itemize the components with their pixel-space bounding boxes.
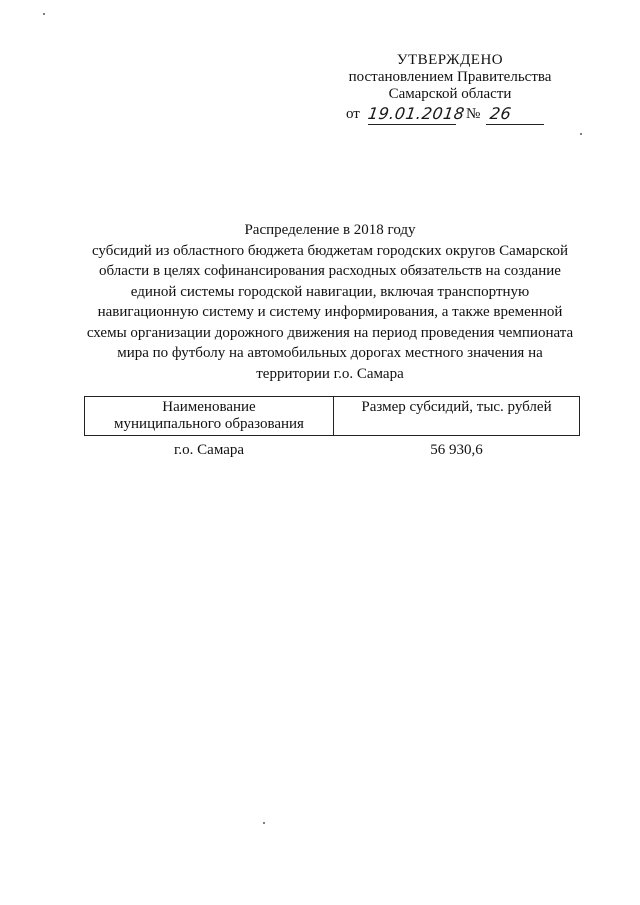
number-sign: № <box>466 106 481 122</box>
approval-authority: постановлением Правительства <box>348 69 552 85</box>
date-prefix: от <box>346 106 360 122</box>
number-underline <box>486 124 544 125</box>
header-text: Наименование <box>162 399 256 415</box>
heading-line: единой системы городской навигации, включая транспортную <box>130 283 530 300</box>
heading-line: области в целях софинансирования расходных обязательств на создание <box>99 263 561 279</box>
scan-speck <box>263 822 265 824</box>
column-header-municipality <box>85 397 334 436</box>
approval-block <box>330 52 570 103</box>
scan-speck <box>43 13 45 15</box>
handwritten-date: 19.01.2018 <box>366 104 466 123</box>
handwritten-number: 26 <box>488 104 513 123</box>
approval-date-number <box>346 104 566 126</box>
table-row <box>85 436 580 460</box>
heading-line: субсидий из областного бюджета бюджетам городских округов Самарской <box>91 242 569 259</box>
table-header-row <box>85 397 580 436</box>
heading-line: навигационную систему и систему информирования, а также временной <box>97 304 563 320</box>
scan-speck <box>580 133 582 135</box>
document-heading <box>80 220 580 384</box>
approval-title: УТВЕРЖДЕНО <box>396 52 504 68</box>
cell-municipality: г.о. Самара <box>173 442 245 458</box>
header-text: муниципального образования <box>114 416 304 432</box>
heading-line: схемы организации дорожного движения на период проведения чемпионата <box>86 324 574 341</box>
column-header-amount: Размер субсидий, тыс. рублей <box>334 397 580 436</box>
date-underline <box>368 124 456 125</box>
approval-region: Самарской области <box>388 86 512 102</box>
heading-line: Распределение в 2018 году <box>244 222 416 238</box>
heading-line: территории г.о. Самара <box>256 365 404 382</box>
heading-line: мира по футболу на автомобильных дорогах местного значения на <box>117 345 543 361</box>
subsidy-table <box>84 396 580 459</box>
cell-amount: 56 930,6 <box>430 442 483 458</box>
